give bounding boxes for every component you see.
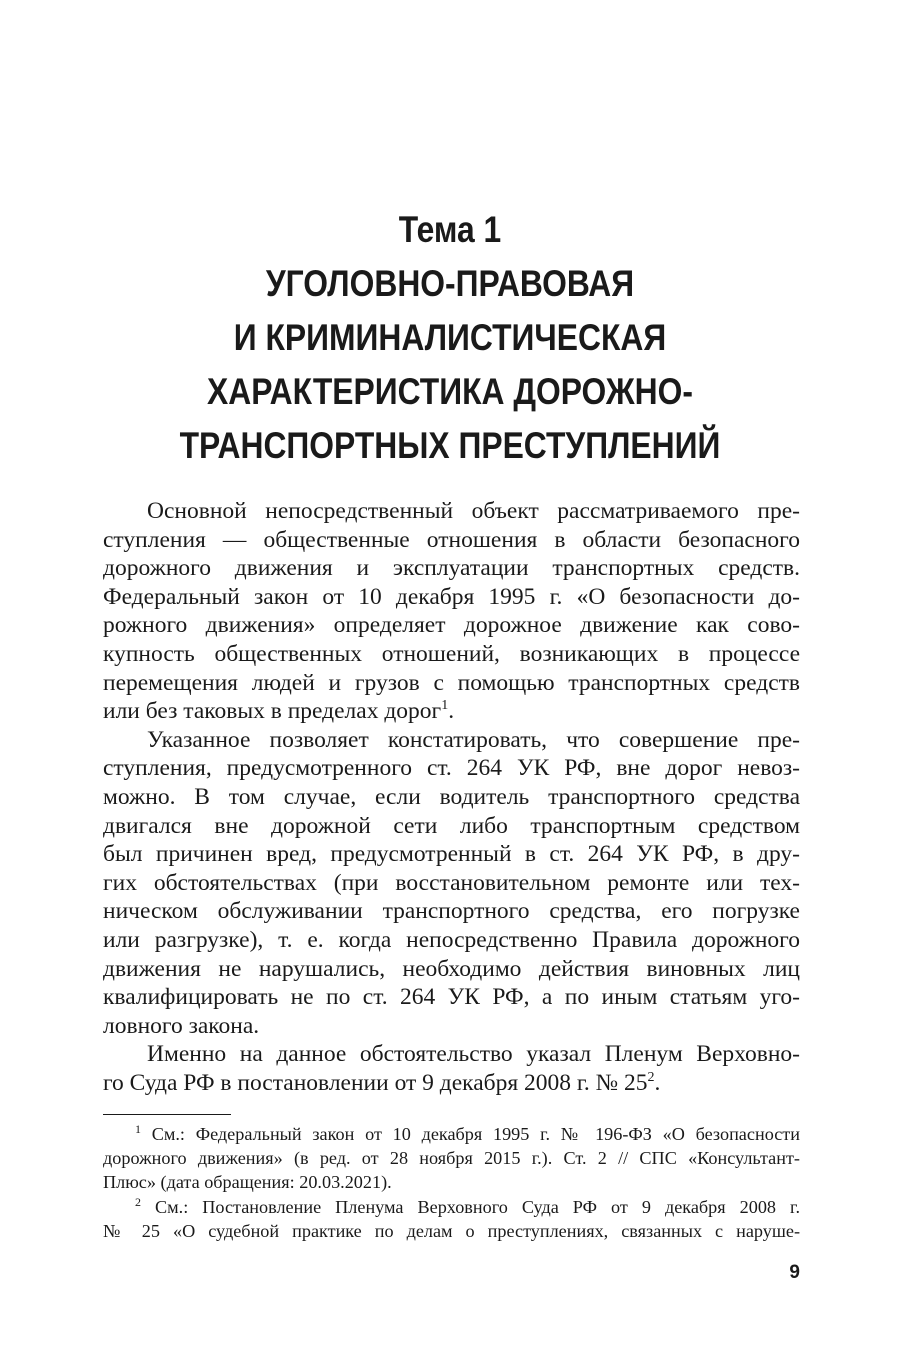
text-line: Указанное позволяет констатировать, что совершение пре- [147,726,800,753]
footnote-number: 2 [135,1194,141,1209]
text-line: ступления — общественные отношения в области безопасного [103,526,800,553]
footnotes [103,1122,800,1243]
chapter-title-line: ТРАНСПОРТНЫХ ПРЕСТУПЛЕНИЙ [179,425,721,466]
text-line: дорожного движения» (в ред. от 28 ноября 2015 г.). Ст. 2 // СПС «Консультант- [103,1148,800,1169]
text-line: можно. В том случае, если водитель транспортного средства [103,783,800,810]
text-line: квалифицировать не по ст. 264 УК РФ, а по иным статьям уго- [103,984,800,1011]
chapter-heading [100,203,800,473]
text-line: Именно на данное обстоятельство указал Пленум Верховно- [147,1041,800,1068]
text-line: или разгрузке), т. е. когда непосредственно Правила дорожного [103,926,800,953]
text-line: ническом обслуживании транспортного средства, его погрузке [103,898,800,925]
topic-label: Тема 1 [398,209,502,250]
footnote-ref-2[interactable]: 2 [647,1069,655,1085]
paragraph-2 [103,726,800,1041]
chapter-title-line: ХАРАКТЕРИСТИКА ДОРОЖНО- [207,371,693,412]
paragraph-1 [103,497,800,726]
text-line: гих обстоятельствах (при восстановительном ремонте или тех- [103,869,800,896]
text-line: го Суда РФ в постановлении от 9 декабря 2008 г. № $25^2$. [103,1069,661,1096]
text-line: $^2$ См.: Постановление Пленума Верховного Суда РФ от 9 декабря 2008 г. [135,1194,800,1217]
footnote-ref-1[interactable]: 1 [441,698,449,714]
text-line: ступления, предусмотренного ст. 264 УК РФ, вне дорог невоз- [103,755,800,782]
page-number: 9 [789,1262,800,1283]
text-line: рожного движения» определяет дорожное движение как сово- [103,612,800,639]
text-line: двигался вне дорожной сети либо транспортным средством [103,812,800,839]
body-text [103,497,800,1097]
footnote-divider [103,1114,231,1115]
footnote-2 [103,1195,800,1243]
text-line: ловного закона. [103,1012,260,1039]
chapter-title-line: УГОЛОВНО-ПРАВОВАЯ [265,263,635,304]
paragraph-3 [103,1040,800,1097]
text-line: Основной непосредственный объект рассматриваемого пре- [147,498,800,524]
text-line: купность общественных отношений, возникающих в процессе [103,640,800,667]
chapter-title-line: И КРИМИНАЛИСТИЧЕСКАЯ [233,317,667,358]
text-line: Плюс» (дата обращения: 20.03.2021). [103,1172,392,1193]
text-line: был причинен вред, предусмотренный в ст. 264 УК РФ, в дру- [103,841,800,868]
text-line: движения не нарушались, необходимо действия виновных лиц [103,955,800,982]
text-line: перемещения людей и грузов с помощью транспортных средств [103,669,800,696]
text-line: дорожного движения и эксплуатации транспортных средств. [103,555,800,582]
text-line: $^1$ См.: Федеральный закон от 10 декабря 1995 г. № 196-ФЗ «О безопасности [135,1122,800,1144]
footnote-1 [103,1122,800,1195]
text-line: Федеральный закон от 10 декабря 1995 г. «О безопасности до- [103,583,800,610]
footnote-number: 1 [135,1122,141,1136]
text-line: № 25 «О судебной практике по делам о преступлениях, связанных с наруше- [103,1220,800,1241]
text-line: или без таковых в пределах дорог$^1$. [103,698,455,725]
